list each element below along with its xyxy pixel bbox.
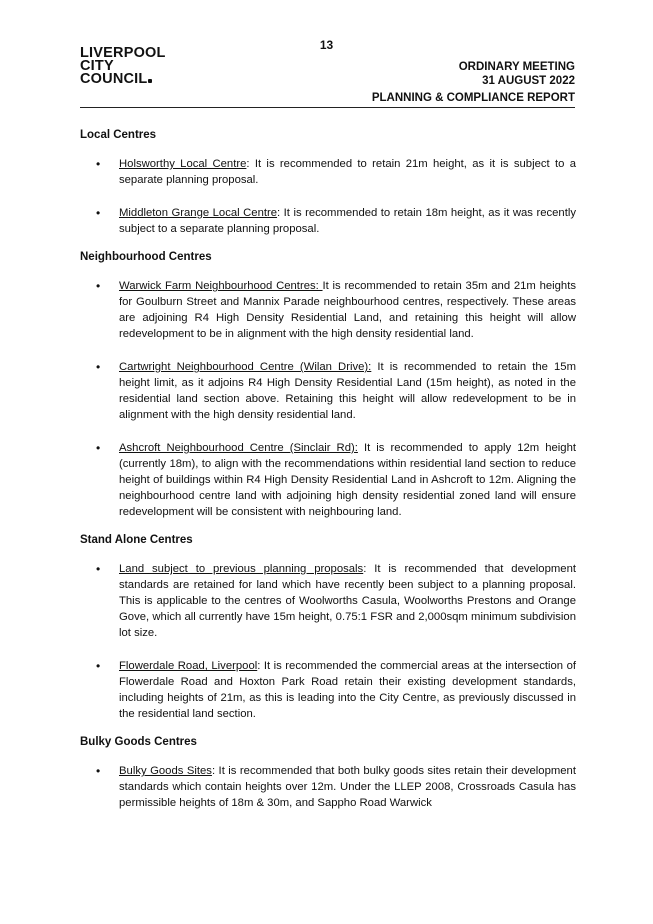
list-item (80, 440, 576, 520)
list-item (80, 658, 576, 722)
bullet-icon: • (96, 360, 101, 374)
section-heading: Bulky Goods Centres (80, 736, 197, 748)
meeting-date: 31 AUGUST 2022 (482, 75, 575, 87)
item-title: Land subject to previous planning proposals (119, 563, 364, 575)
bullet-list (80, 156, 576, 237)
header-divider (80, 107, 575, 108)
item-text: It is recommended to retain the 15m height limit, as it adjoins R4 High Density Residential Land (15m height), as noted in the residential land section above. Retaining this height will allow redevelopment to be in alignment with the high density residential land. (119, 361, 577, 421)
item-title: Middleton Grange Local Centre (119, 207, 278, 219)
item-title: Ashcroft Neighbourhood Centre (Sinclair Rd): (119, 442, 358, 454)
list-item (80, 156, 576, 188)
meeting-info (459, 60, 575, 88)
item-text: : It is recommended to retain 21m height, as it is subject to a separate planning proposal. (119, 158, 576, 186)
section-bulky-goods-centres (80, 734, 576, 811)
list-item (80, 278, 576, 342)
item-title: Flowerdale Road, Liverpool (119, 660, 258, 672)
section-heading: Local Centres (80, 129, 157, 141)
list-item (80, 205, 576, 237)
item-title: Holsworthy Local Centre (119, 158, 247, 170)
page-number: 13 (319, 38, 334, 52)
item-text: : It is recommended that development standards are retained for land which have recently been subject to a planning proposal. This is applicable to the centres of Woolworths Casula, Woolworths Prestons and Orange Gove, which all currently have 15m height, 0.75:1 FSR and 2,000sqm minimum subdivision lot size. (119, 563, 576, 639)
item-text: : It is recommended the commercial areas at the intersection of Flowerdale Road and Hoxton Park Road retain their existing development standards, including heights of 21m, as this is leading into the City Centre, as previously discussed in the residential land section. (119, 660, 576, 720)
section-heading: Stand Alone Centres (80, 534, 193, 546)
logo-line-2: CITY (80, 58, 114, 74)
item-title: Warwick Farm Neighbourhood Centres: (119, 280, 323, 292)
bullet-icon: • (96, 279, 101, 293)
list-item (80, 763, 576, 811)
item-title: Cartwright Neighbourhood Centre (Wilan Drive): (119, 361, 372, 373)
logo-line-3 (80, 73, 166, 86)
council-logo (80, 47, 166, 86)
bullet-icon: • (96, 157, 101, 171)
meeting-name: ORDINARY MEETING (458, 61, 575, 73)
bullet-list (80, 278, 576, 520)
section-stand-alone-centres (80, 532, 576, 722)
item-title: Bulky Goods Sites (119, 765, 212, 777)
bullet-icon: • (96, 441, 101, 455)
item-text: : It is recommended to retain 18m height, as it was recently subject to a separate planning proposal. (119, 207, 576, 235)
logo-line-1: LIVERPOOL (80, 45, 166, 61)
bullet-icon: • (96, 764, 101, 778)
report-title: PLANNING & COMPLIANCE REPORT (371, 92, 575, 104)
section-heading: Neighbourhood Centres (80, 251, 212, 263)
section-local-centres (80, 127, 576, 237)
logo-dot-icon (148, 79, 152, 83)
section-neighbourhood-centres (80, 249, 576, 520)
logo-line-3-text: COUNCIL (80, 71, 148, 87)
bullet-list (80, 763, 576, 811)
bullet-list (80, 561, 576, 722)
item-text: It is recommended to retain 35m and 21m heights for Goulburn Street and Mannix Parade neighbourhood centres, respectively. These areas are adjoining R4 High Density Residential Land, and retaining this height will allow redevelopment to be in alignment with the high density residential land. (119, 280, 576, 340)
bullet-icon: • (96, 659, 101, 673)
document-body (80, 127, 576, 823)
list-item (80, 359, 576, 423)
item-text: It is recommended to apply 12m height (currently 18m), to align with the recommendations within residential land section to reduce height of buildings within R4 High Density Residential Land in Ashcroft to 12m. Aligning the neighbourhood centre land with adjoining high density residential zoned land will ensure redevelopment will be consistent with neighbouring land. (119, 442, 576, 518)
bullet-icon: • (96, 206, 101, 220)
item-text: : It is recommended that both bulky goods sites retain their development standards which contain heights over 12m. Under the LLEP 2008, Crossroads Casula has permissible heights of 18m & 30m, and Sappho Road Warwick (119, 765, 576, 809)
list-item (80, 561, 576, 641)
bullet-icon: • (96, 562, 101, 576)
